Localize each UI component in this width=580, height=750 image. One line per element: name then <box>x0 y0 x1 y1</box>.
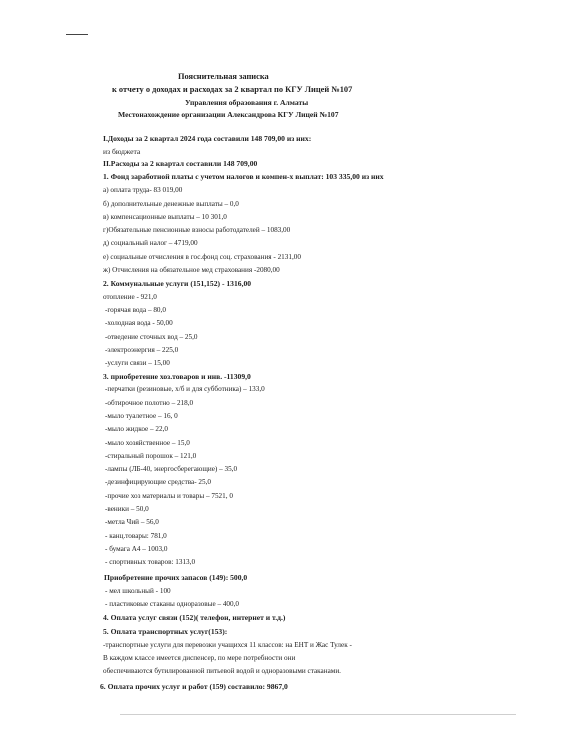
household-item: - спортивных товаров: 1313,0 <box>105 558 196 566</box>
other-stocks-item: - мел школьный - 100 <box>105 587 171 595</box>
household-item: - канц.товары: 781,0 <box>105 532 167 540</box>
document-subtitle: к отчету о доходах и расходах за 2 квартал по КГУ Лицей №107 <box>112 85 353 94</box>
transport-heading: 5. Оплата транспортных услуг(153): <box>103 627 228 636</box>
utilities-item: -холодная вода - 50,00 <box>105 319 173 327</box>
income-source-line: из бюджета <box>103 147 141 156</box>
expenses-heading: II.Расходы за 2 квартал составили 148 709,00 <box>103 159 258 168</box>
household-item: -мыло жидкое – 22,0 <box>105 425 168 433</box>
utilities-item: -электроэнергия – 225,0 <box>105 346 179 354</box>
wage-fund-item: ж) Отчисления на обязательное мед страхования -2080,00 <box>103 266 280 274</box>
household-item: -перчатки (резиновые, х/б и для субботника) – 133,0 <box>105 385 265 393</box>
household-heading: 3. приобретение хоз.товаров и инв. -11309,0 <box>103 372 251 381</box>
income-line: I.Доходы за 2 квартал 2024 года составили 148 709,00 из них: <box>103 134 312 143</box>
transport-line: В каждом классе имеется диспенсер, по мере потребности они <box>103 654 296 662</box>
transport-line: -транспортные услуги для перевозки учащихся 11 классов: на ЕНТ и Жас Тулек - <box>103 641 352 649</box>
other-stocks-item: - пластиковые стаканы одноразовые – 400,0 <box>105 600 240 608</box>
household-item: -лампы (ЛБ-40, энергосберегающие) – 35,0 <box>105 465 238 473</box>
household-item: -стиральный порошок – 121,0 <box>105 452 197 460</box>
household-item: -мыло хозяйственное – 15,0 <box>105 439 190 447</box>
utilities-item: -отведение сточных вод – 25,0 <box>105 333 198 341</box>
household-item: -дезинфицирующие средства- 25,0 <box>105 478 212 486</box>
utilities-heading: 2. Коммунальные услуги (151,152) - 1316,00 <box>103 279 252 288</box>
household-item: -прочие хоз материалы и товары – 7521, 0 <box>105 492 233 500</box>
page-bottom-rule <box>120 714 516 715</box>
household-item: -метла Чий – 56,0 <box>105 518 159 526</box>
other-stocks-heading: Приобретение прочих запасов (149): 500,0 <box>104 573 248 582</box>
communication-heading: 4. Оплата услуг связи (152)( телефон, интернет и т.д.) <box>103 613 286 622</box>
other-services-heading: 6. Оплата прочих услуг и работ (159) составило: 9867,0 <box>100 682 288 691</box>
utilities-item: -услуги связи – 15,00 <box>105 359 170 367</box>
household-item: -обтирочное полотно – 218,0 <box>105 399 194 407</box>
household-item: -веники – 50,0 <box>105 505 149 513</box>
household-item: - бумага А4 – 1003,0 <box>105 545 168 553</box>
utilities-item: -горячая вода – 80,0 <box>105 306 166 314</box>
wage-fund-item: е) социальные отчисления в гос.фонд соц. страхования - 2131,00 <box>103 253 301 261</box>
wage-fund-item: б) дополнительные денежные выплаты – 0,0 <box>103 200 239 208</box>
wage-fund-item: в) компенсационные выплаты – 10 301,0 <box>103 213 227 221</box>
household-item: -мыло туалетное – 16, 0 <box>105 412 178 420</box>
wage-fund-item: г)Обязательные пенсионные взносы работодателей – 1083,00 <box>103 226 291 234</box>
wage-fund-item: д) социальный налог – 4719,00 <box>103 239 198 247</box>
corner-dash-mark <box>66 34 88 35</box>
department-line: Управления образования г. Алматы <box>185 98 309 107</box>
utilities-item: отопление - 921,0 <box>103 293 157 301</box>
transport-line: обеспечиваются бутилированной питьевой водой и одноразовыми стаканами. <box>103 667 341 675</box>
wage-fund-item: а) оплата труда- 83 019,00 <box>103 186 183 194</box>
location-line: Местонахождение организации Александрова КГУ Лицей №107 <box>118 110 339 119</box>
wage-fund-heading: 1. Фонд заработной платы с учетом налогов и компен-х выплат: 103 335,00 из них <box>103 172 384 181</box>
document-title: Пояснительная записка <box>178 72 269 81</box>
